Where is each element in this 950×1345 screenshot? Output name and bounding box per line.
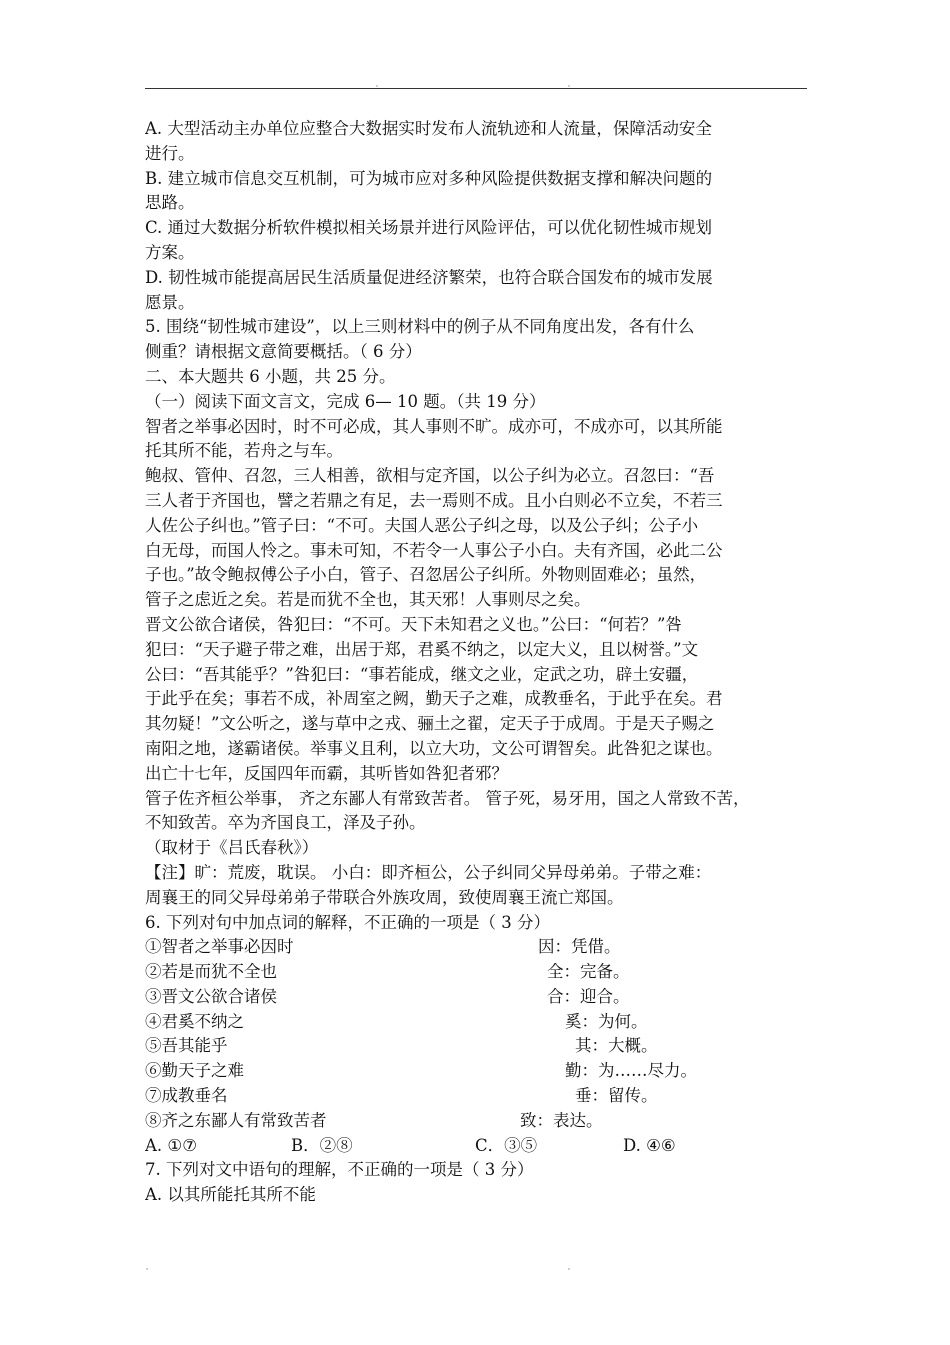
passage-line: 白无母，而国人怜之。事未可知，不若令一人事公子小白。夫有齐国，必此二公	[145, 540, 723, 560]
passage-line: 于此乎在矣；事若不成，补周室之阙，勤天子之难，成教垂名，于此乎在矣。君	[145, 689, 723, 709]
q6-sentence: ⑤吾其能乎	[145, 1036, 228, 1056]
q6-gloss: 勤：为……尽力。	[565, 1061, 697, 1081]
passage-line: 管子佐齐桓公举事， 齐之东鄙人有常致苦者。 管子死，易牙用，国之人常致不苦，	[145, 788, 750, 808]
passage-line: 智者之举事必因时，时不可必成，其人事则不旷。成亦可，不成亦可，以其所能	[145, 416, 723, 436]
q6-sentence: ⑥勤天子之难	[145, 1061, 244, 1081]
passage-line: 子也。”故令鲍叔傅公子小白，管子、召忽居公子纠所。外物则固难必；虽然，	[145, 565, 707, 585]
option-b[interactable]: B．②⑧	[291, 1135, 353, 1155]
text-line: 侧重？请根据文意简要概括。（ 6 分）	[145, 342, 422, 362]
passage-line: 犯曰：“天子避子带之难，出居于郑，君奚不纳之，以定大义，且以树誉。”文	[145, 639, 699, 659]
passage-line: 南阳之地，遂霸诸侯。举事义且利，以立大功，文公可谓智矣。此咎犯之谋也。	[145, 738, 723, 758]
q6-gloss: 全：完备。	[547, 962, 630, 982]
header-rule	[145, 88, 807, 89]
option-a[interactable]: A. ①⑦	[145, 1135, 197, 1155]
q6-item	[145, 1059, 813, 1084]
q6-item	[145, 1034, 813, 1059]
q6-gloss: 垂：留传。	[575, 1086, 658, 1106]
passage-line: 管子之虑近之矣。若是而犹不全也，其天邪！人事则尽之矣。	[145, 590, 591, 610]
document-body	[145, 117, 813, 1208]
q6-item	[145, 935, 813, 960]
text-line: A. 大型活动主办单位应整合大数据实时发布人流轨迹和人流量，保障活动安全	[145, 119, 712, 138]
scan-speck	[376, 85, 378, 87]
question-5: 5. 围绕“韧性城市建设”，以上三则材料中的例子从不同角度出发，各有什么	[145, 317, 695, 337]
text-line: B. 建立城市信息交互机制，可为城市应对多种风险提供数据支撑和解决问题的	[145, 168, 713, 188]
passage-line: 鲍叔、管仲、召忽，三人相善，欲相与定齐国，以公子纠为必立。召忽曰：“吾	[145, 466, 715, 486]
passage-line: 托其所不能，若舟之与车。	[145, 441, 343, 461]
source-citation: （取材于《吕氏春秋》）	[145, 838, 319, 858]
q6-gloss: 奚：为何。	[565, 1011, 648, 1031]
subsection-heading: （一）阅读下面文言文，完成 6— 10 题。（共 19 分）	[145, 391, 546, 411]
question-7: 7. 下列对文中语句的理解，不正确的一项是（ 3 分）	[145, 1160, 534, 1180]
question-6: 6. 下列对句中加点词的解释，不正确的一项是（ 3 分）	[145, 912, 550, 932]
q6-gloss: 因：凭借。	[538, 937, 621, 957]
option-c[interactable]: C．③⑤	[475, 1135, 538, 1155]
scan-speck	[146, 1268, 148, 1270]
q6-item	[145, 985, 813, 1010]
q6-item	[145, 1010, 813, 1035]
q6-gloss: 其：大概。	[575, 1036, 658, 1056]
q6-sentence: ③晋文公欲合诸侯	[145, 986, 277, 1006]
passage-line: 不知致苦。卒为齐国良工，泽及子孙。	[145, 813, 426, 833]
passage-line: 三人者于齐国也，譬之若鼎之有足，去一焉则不成。且小白则必不立矣，不若三	[145, 490, 723, 510]
q6-sentence: ①智者之举事必因时	[145, 937, 294, 957]
option-d[interactable]: D. ④⑥	[623, 1135, 676, 1155]
q6-sentence: ⑦成教垂名	[145, 1086, 228, 1106]
scan-speck	[568, 85, 570, 87]
q6-sentence: ②若是而犹不全也	[145, 962, 277, 982]
q6-sentence: ⑧齐之东鄙人有常致苦者	[145, 1110, 327, 1130]
annotation-note: 【注】旷：荒废，耽误。 小白：即齐桓公，公子纠同父异母弟弟。子带之难：	[145, 862, 712, 882]
text-line: C. 通过大数据分析软件模拟相关场景并进行风险评估，可以优化韧性城市规划	[145, 218, 713, 238]
text-line: 愿景。	[145, 292, 195, 312]
scan-speck	[568, 1268, 570, 1270]
annotation-note: 周襄王的同父异母弟弟子带联合外族攻周，致使周襄王流亡郑国。	[145, 887, 624, 907]
text-line: 进行。	[145, 143, 195, 163]
q6-options	[145, 1134, 813, 1159]
passage-line: 晋文公欲合诸侯，咎犯曰：“不可。天下未知君之义也。”公曰：“何若？”咎	[145, 614, 682, 634]
q6-item	[145, 1109, 813, 1134]
text-line: 思路。	[145, 193, 195, 213]
q7-option-a: A. 以其所能托其所不能	[145, 1185, 316, 1205]
section-heading: 二、本大题共 6 小题，共 25 分。	[145, 366, 396, 386]
q6-sentence: ④君奚不纳之	[145, 1011, 244, 1031]
q6-item	[145, 960, 813, 985]
q6-item	[145, 1084, 813, 1109]
text-line: 方案。	[145, 242, 195, 262]
q6-gloss: 致：表达。	[520, 1110, 603, 1130]
passage-line: 出亡十七年，反国四年而霸，其听皆如咎犯者邪？	[145, 763, 508, 783]
text-line: D. 韧性城市能提高居民生活质量促进经济繁荣，也符合联合国发布的城市发展	[145, 267, 713, 287]
passage-line: 其勿疑！”文公听之，遂与草中之戎、骊土之翟，定天子于成周。于是天子赐之	[145, 714, 715, 734]
passage-line: 公曰：“吾其能乎？”咎犯曰：“事若能成，继文之业，定武之功，辟土安疆，	[145, 664, 699, 684]
passage-line: 人佐公子纠也。”管子曰：“不可。夫国人恶公子纠之母，以及公子纠；公子小	[145, 515, 699, 535]
q6-gloss: 合：迎合。	[547, 986, 630, 1006]
